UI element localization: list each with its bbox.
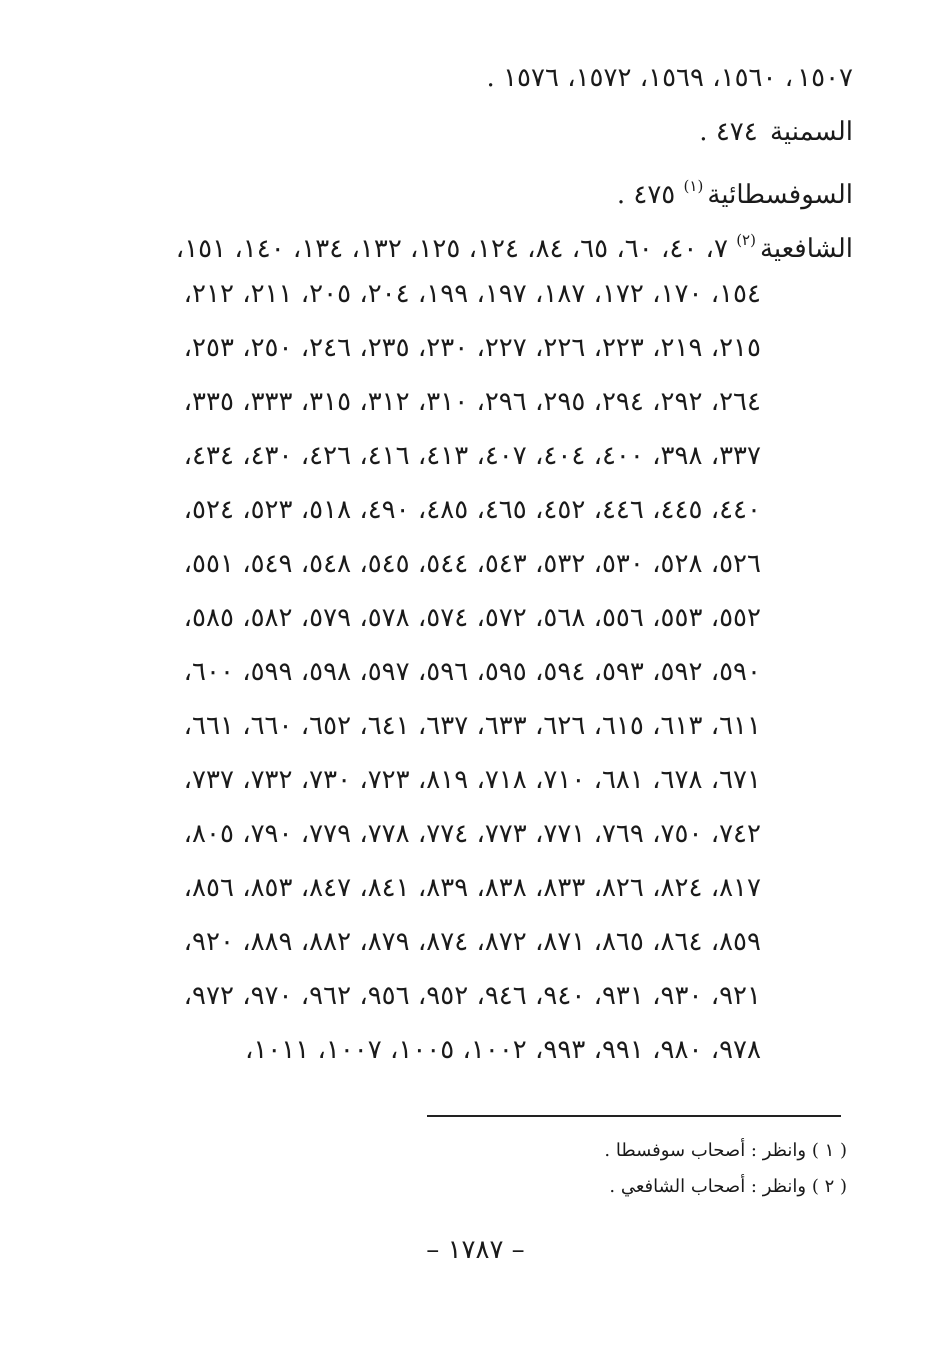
- continuation-line: ١٥٤، ١٧٠، ١٧٢، ١٨٧، ١٩٧، ١٩٩، ٢٠٤، ٢٠٥، ٢١١، ٢١٢،: [183, 279, 761, 309]
- continuation-line: ٦١١، ٦١٣، ٦١٥، ٦٢٦، ٦٣٣، ٦٣٧، ٦٤١، ٦٥٢، ٦٦٠، ٦٦١،: [183, 711, 761, 741]
- continuation-line: ٤٤٠، ٤٤٥، ٤٤٦، ٤٥٢، ٤٦٥، ٤٨٥، ٤٩٠، ٥١٨، ٥٢٣، ٥٢٤،: [183, 495, 761, 525]
- continuation-line: ٢١٥، ٢١٩، ٢٢٣، ٢٢٦، ٢٢٧، ٢٣٠، ٢٣٥، ٢٤٦، ٢٥٠، ٢٥٣،: [183, 333, 761, 363]
- index-entry: [699, 114, 853, 150]
- continuation-line: ٥٩٠، ٥٩٢، ٥٩٣، ٥٩٤، ٥٩٥، ٥٩٦، ٥٩٧، ٥٩٨، ٥٩٩، ٦٠٠،: [183, 657, 761, 687]
- entry-page-refs: ٤٧٤ .: [699, 117, 758, 147]
- continuation-line: ٣٣٧، ٣٩٨، ٤٠٠، ٤٠٤، ٤٠٧، ٤١٣، ٤١٦، ٤٢٦، ٤٣٠، ٤٣٤،: [183, 441, 761, 471]
- entry-page-refs: ٤٧٥ .: [616, 180, 676, 210]
- footnote-marker: (١): [683, 177, 704, 195]
- continuation-line: ٩٧٨، ٩٨٠، ٩٩١، ٩٩٣، ١٠٠٢، ١٠٠٥، ١٠٠٧، ١٠١١،: [244, 1035, 761, 1065]
- footnote-marker: (٢): [736, 231, 756, 249]
- footnote-separator: [427, 1115, 841, 1117]
- continuation-line: ٨١٧، ٨٢٤، ٨٢٦، ٨٣٣، ٨٣٨، ٨٣٩، ٨٤١، ٨٤٧، ٨٥٣، ٨٥٦،: [183, 873, 761, 903]
- entry-page-refs: ١٥٠٧، ١٥٦٠، ١٥٦٩، ١٥٧٢، ١٥٧٦ .: [486, 63, 853, 93]
- continuation-line: ٨٥٩، ٨٦٤، ٨٦٥، ٨٧١، ٨٧٢، ٨٧٤، ٨٧٩، ٨٨٢، ٨٨٩، ٩٢٠،: [183, 927, 761, 957]
- entry-page-refs: ٧، ٤٠، ٦٠، ٦٥، ٨٤، ١٢٤، ١٢٥، ١٣٢، ١٣٤، ١٤٠، ١٥١،: [175, 234, 728, 264]
- continuation-line: ٩٢١، ٩٣٠، ٩٣١، ٩٤٠، ٩٤٦، ٩٥٢، ٩٥٦، ٩٦٢، ٩٧٠، ٩٧٢،: [183, 981, 761, 1011]
- index-entry: [487, 60, 853, 96]
- entry-label: الشافعية: [759, 234, 853, 264]
- entry-label: السمنية: [769, 117, 853, 147]
- continuation-line: ٧٤٢، ٧٥٠، ٧٦٩، ٧٧١، ٧٧٣، ٧٧٤، ٧٧٨، ٧٧٩، ٧٩٠، ٨٠٥،: [183, 819, 761, 849]
- index-entry: [176, 222, 853, 267]
- continuation-line: ٥٢٦، ٥٢٨، ٥٣٠، ٥٣٢، ٥٤٣، ٥٤٤، ٥٤٥، ٥٤٨، ٥٤٩، ٥٥١،: [183, 549, 761, 579]
- page-number: – ١٧٨٧ –: [426, 1235, 525, 1265]
- footnote-2: ( ٢ ) وانظر : أصحاب الشافعي .: [609, 1176, 847, 1197]
- footnote-1: ( ١ ) وانظر : أصحاب سوفسطا .: [604, 1140, 847, 1161]
- continuation-line: ٢٦٤، ٢٩٢، ٢٩٤، ٢٩٥، ٢٩٦، ٣١٠، ٣١٢، ٣١٥، ٣٣٣، ٣٣٥،: [183, 387, 761, 417]
- continuation-line: ٦٧١، ٦٧٨، ٦٨١، ٧١٠، ٧١٨، ٨١٩، ٧٢٣، ٧٣٠، ٧٣٢، ٧٣٧،: [183, 765, 761, 795]
- entry-label: السوفسطائية: [707, 180, 853, 210]
- index-entry: [617, 168, 853, 213]
- continuation-line: ٥٥٢، ٥٥٣، ٥٥٦، ٥٦٨، ٥٧٢، ٥٧٤، ٥٧٨، ٥٧٩، ٥٨٢، ٥٨٥،: [183, 603, 761, 633]
